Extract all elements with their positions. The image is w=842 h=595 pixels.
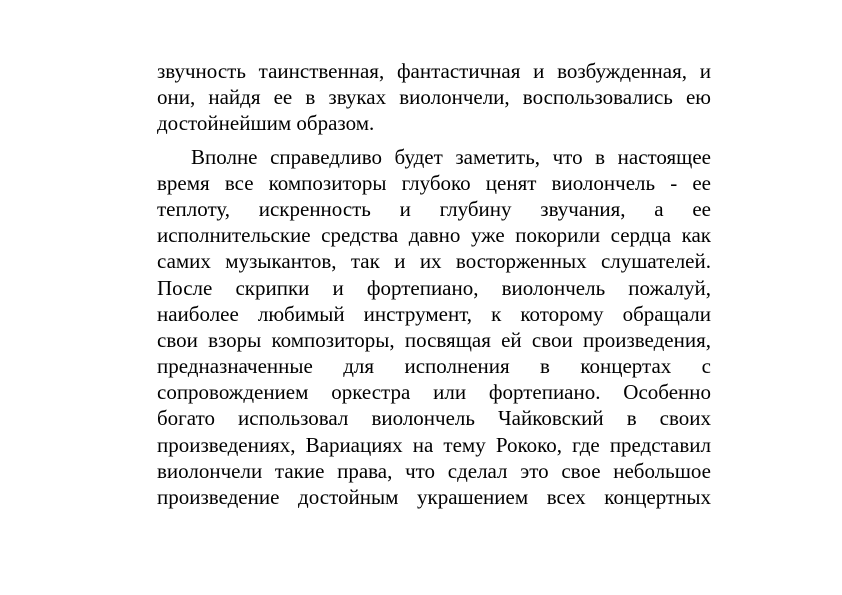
text-line: самих музыкантов, так и их восторженных слушателей.	[157, 249, 711, 274]
text-line: они, найдя ее в звуках виолончели, воспользовались ею	[157, 85, 711, 110]
paragraph-spacing	[157, 137, 711, 144]
text-line: время все композиторы глубоко ценят виолончель - ее	[157, 170, 711, 195]
text-line: сопровождением оркестра или фортепиано. Особенно	[157, 380, 711, 405]
text-line: После скрипки и фортепиано, виолончель пожалуй,	[157, 275, 711, 300]
text-line: звучность таинственная, фантастичная и возбужденная, и	[157, 59, 711, 83]
text-line: произведение достойным украшением всех концертных	[157, 485, 711, 509]
text-line: исполнительские средства давно уже покорили сердца как	[157, 223, 711, 248]
text-line: виолончели такие права, что сделал это свое небольшое	[157, 458, 711, 483]
text-line: богато использовал виолончель Чайковский в своих	[157, 406, 711, 431]
text-line: произведениях, Вариациях на тему Рококо, где представил	[157, 432, 711, 457]
body-text	[157, 58, 711, 510]
paragraph-2	[157, 144, 711, 511]
text-line: предназначенные для исполнения в концертах с	[157, 354, 711, 379]
text-line: наиболее любимый инструмент, к которому обращали	[157, 301, 711, 326]
text-line: Вполне справедливо будет заметить, что в настоящее	[191, 144, 711, 169]
text-line: достойнейшим образом.	[157, 111, 375, 136]
paragraph-1	[157, 58, 711, 137]
text-line: теплоту, искренность и глубину звучания, а ее	[157, 196, 711, 221]
text-line: свои взоры композиторы, посвящая ей свои произведения,	[157, 327, 711, 352]
